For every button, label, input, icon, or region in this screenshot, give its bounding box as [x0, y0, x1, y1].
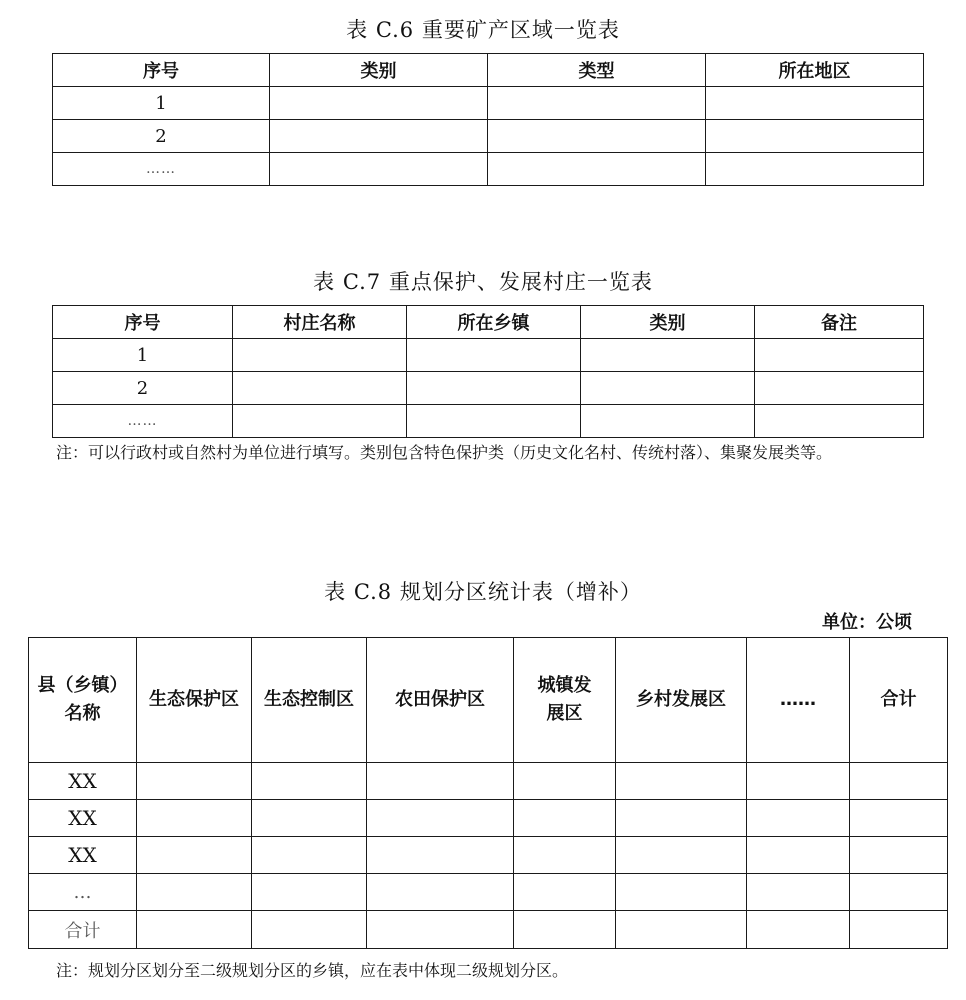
table-c7-caption: 表 C.7 重点保护、发展村庄一览表: [313, 270, 653, 294]
table-c6-caption: 表 C.6 重要矿产区域一览表: [346, 18, 620, 42]
table-cell[interactable]: [755, 339, 924, 372]
table-row: [53, 120, 924, 153]
table-cell[interactable]: [514, 911, 616, 949]
table-cell[interactable]: [252, 800, 367, 837]
table-cell[interactable]: [252, 911, 367, 949]
table-cell[interactable]: [747, 837, 850, 874]
table-cell[interactable]: [514, 874, 616, 911]
row-number: 2: [53, 372, 233, 405]
header-cell: 序号: [53, 54, 270, 87]
table-cell[interactable]: [514, 800, 616, 837]
row-number: ……: [53, 153, 270, 186]
unit-label: 单位：公顷: [822, 612, 912, 633]
table-cell[interactable]: [706, 153, 924, 186]
table-cell[interactable]: [706, 120, 924, 153]
header-cell: 合计: [850, 638, 948, 763]
table-cell[interactable]: [252, 763, 367, 800]
table-cell[interactable]: [850, 800, 948, 837]
table-cell[interactable]: [137, 911, 252, 949]
table-cell[interactable]: [850, 874, 948, 911]
row-number: 1: [53, 87, 270, 120]
table-row: [53, 87, 924, 120]
header-cell: 类别: [270, 54, 488, 87]
header-cell: 生态保护区: [137, 638, 252, 763]
table-cell[interactable]: [367, 911, 514, 949]
row-number: 1: [53, 339, 233, 372]
table-cell[interactable]: [616, 800, 747, 837]
table-c8: [28, 637, 948, 949]
table-cell[interactable]: [616, 763, 747, 800]
table-cell[interactable]: [367, 874, 514, 911]
table-cell[interactable]: [270, 120, 488, 153]
row-number: ……: [53, 405, 233, 438]
table-cell[interactable]: [616, 911, 747, 949]
table-cell[interactable]: [616, 837, 747, 874]
table-cell[interactable]: [581, 372, 755, 405]
table-c7-note: 注：可以行政村或自然村为单位进行填写。类别包含特色保护类（历史文化名村、传统村落）、集聚发展类等。: [56, 443, 833, 462]
header-cell: 所在地区: [706, 54, 924, 87]
table-cell[interactable]: [137, 763, 252, 800]
header-cell: 县（乡镇）名称: [29, 638, 137, 763]
table-row: [53, 372, 924, 405]
row-number: 2: [53, 120, 270, 153]
table-c8-caption: 表 C.8 规划分区统计表（增补）: [324, 580, 642, 604]
table-c8-note: 注：规划分区划分至二级规划分区的乡镇，应在表中体现二级规划分区。: [56, 961, 569, 980]
table-cell[interactable]: [233, 405, 407, 438]
table-cell[interactable]: [514, 763, 616, 800]
table-cell[interactable]: [137, 837, 252, 874]
table-cell[interactable]: [233, 372, 407, 405]
table-cell[interactable]: [850, 911, 948, 949]
table-cell[interactable]: [270, 153, 488, 186]
header-cell: 农田保护区: [367, 638, 514, 763]
header-cell: 类型: [488, 54, 706, 87]
table-cell[interactable]: [747, 874, 850, 911]
table-cell[interactable]: [407, 372, 581, 405]
table-cell[interactable]: [367, 763, 514, 800]
table-row: [29, 763, 948, 800]
table-c6: [52, 53, 924, 186]
table-cell[interactable]: [367, 837, 514, 874]
table-row: [29, 800, 948, 837]
table-row: [53, 153, 924, 186]
table-row: [29, 837, 948, 874]
table-cell[interactable]: [581, 339, 755, 372]
table-header-row: [29, 638, 948, 763]
table-cell[interactable]: [747, 763, 850, 800]
header-cell: 乡村发展区: [616, 638, 747, 763]
table-cell[interactable]: [850, 837, 948, 874]
table-cell[interactable]: [407, 339, 581, 372]
table-row: [29, 874, 948, 911]
table-cell[interactable]: [252, 837, 367, 874]
table-cell[interactable]: [747, 911, 850, 949]
table-cell[interactable]: [850, 763, 948, 800]
table-row: [53, 339, 924, 372]
header-cell: 村庄名称: [233, 306, 407, 339]
table-cell[interactable]: [137, 800, 252, 837]
header-cell: 城镇发展区: [514, 638, 616, 763]
table-cell[interactable]: [755, 405, 924, 438]
row-label: XX: [29, 837, 137, 874]
header-cell: 序号: [53, 306, 233, 339]
table-cell[interactable]: [137, 874, 252, 911]
table-header-row: [53, 54, 924, 87]
table-cell[interactable]: [270, 87, 488, 120]
row-label: XX: [29, 800, 137, 837]
header-cell: ……: [747, 638, 850, 763]
header-cell: 类别: [581, 306, 755, 339]
table-cell[interactable]: [706, 87, 924, 120]
table-cell[interactable]: [488, 153, 706, 186]
row-label: …: [29, 874, 137, 911]
table-cell[interactable]: [581, 405, 755, 438]
table-cell[interactable]: [616, 874, 747, 911]
row-label: XX: [29, 763, 137, 800]
row-label: 合计: [29, 911, 137, 949]
table-cell[interactable]: [233, 339, 407, 372]
table-total-row: [29, 911, 948, 949]
table-cell[interactable]: [367, 800, 514, 837]
table-cell[interactable]: [407, 405, 581, 438]
table-cell[interactable]: [252, 874, 367, 911]
header-cell: 生态控制区: [252, 638, 367, 763]
header-cell: 所在乡镇: [407, 306, 581, 339]
table-cell[interactable]: [488, 120, 706, 153]
table-cell[interactable]: [488, 87, 706, 120]
table-c7: [52, 305, 924, 438]
header-cell: 备注: [755, 306, 924, 339]
table-cell[interactable]: [755, 372, 924, 405]
table-cell[interactable]: [514, 837, 616, 874]
table-cell[interactable]: [747, 800, 850, 837]
table-header-row: [53, 306, 924, 339]
table-row: [53, 405, 924, 438]
